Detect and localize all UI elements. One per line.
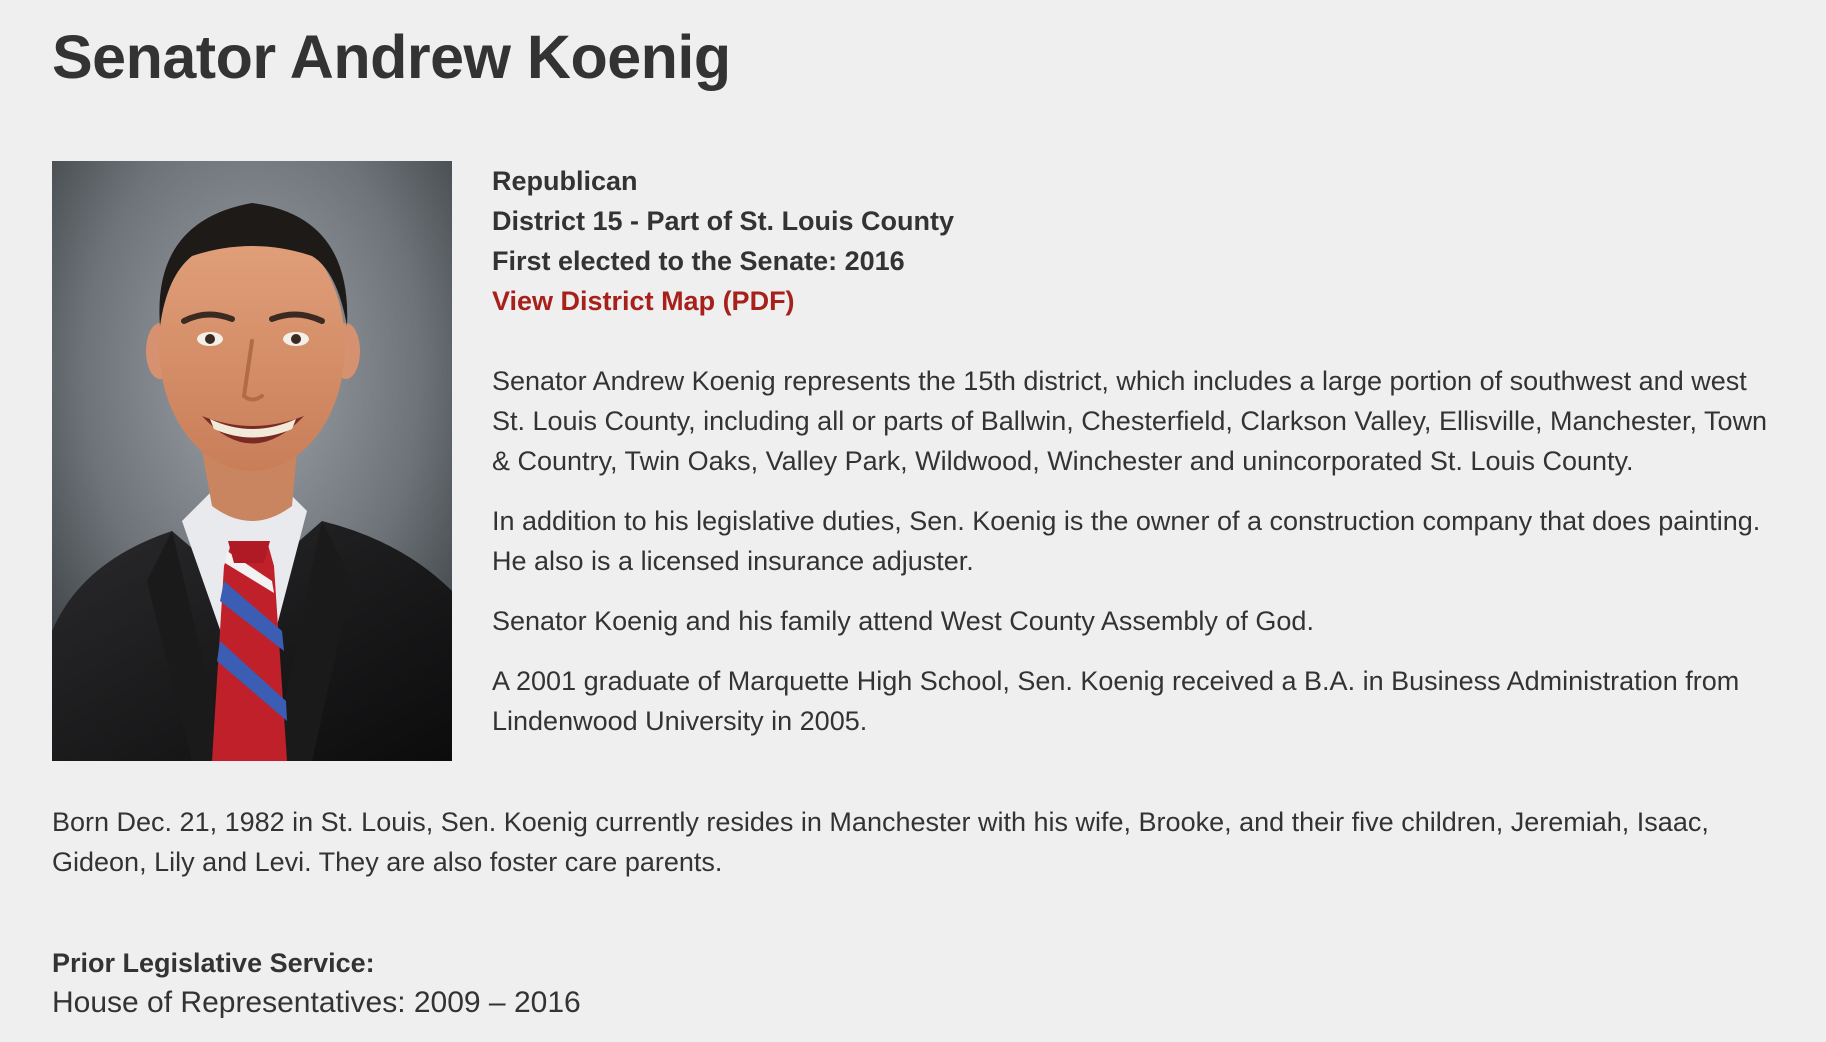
portrait-illustration <box>52 161 452 761</box>
bio-paragraph-district: Senator Andrew Koenig represents the 15th district, which includes a large portion of southwest and west St. Louis County, including all or parts of Ballwin, Chesterfield, Clarkson Valley, Ellisville, Manchester, Town & Country, Twin Oaks, Valley Park, Wildwood, Winchester and unincorporated St. Louis County. <box>492 366 1768 476</box>
bio-paragraph-education: A 2001 graduate of Marquette High School, Sen. Koenig received a B.A. in Business Administration from Lindenwood University in 2005. <box>492 666 1740 736</box>
party-affiliation: Republican <box>492 166 638 196</box>
prior-service-item: House of Representatives: 2009 – 2016 <box>52 986 581 1019</box>
bio-paragraph-church: Senator Koenig and his family attend West County Assembly of God. <box>492 606 1314 636</box>
bio-paragraph-occupation: In addition to his legislative duties, Sen. Koenig is the owner of a construction company that does painting. He also is a licensed insurance adjuster. <box>492 506 1761 576</box>
bio-paragraph-family: Born Dec. 21, 1982 in St. Louis, Sen. Koenig currently resides in Manchester with his wife, Brooke, and their five children, Jeremiah, Isaac, Gideon, Lily and Levi. They are also foster care parents. <box>52 807 1709 877</box>
first-elected: First elected to the Senate: 2016 <box>492 246 905 276</box>
district-map-link[interactable]: View District Map (PDF) <box>492 286 795 316</box>
page-title: Senator Andrew Koenig <box>52 23 731 91</box>
senator-info <box>492 161 1782 741</box>
senator-portrait <box>52 161 452 761</box>
district: District 15 - Part of St. Louis County <box>492 206 955 236</box>
prior-service-heading: Prior Legislative Service: <box>52 948 375 978</box>
